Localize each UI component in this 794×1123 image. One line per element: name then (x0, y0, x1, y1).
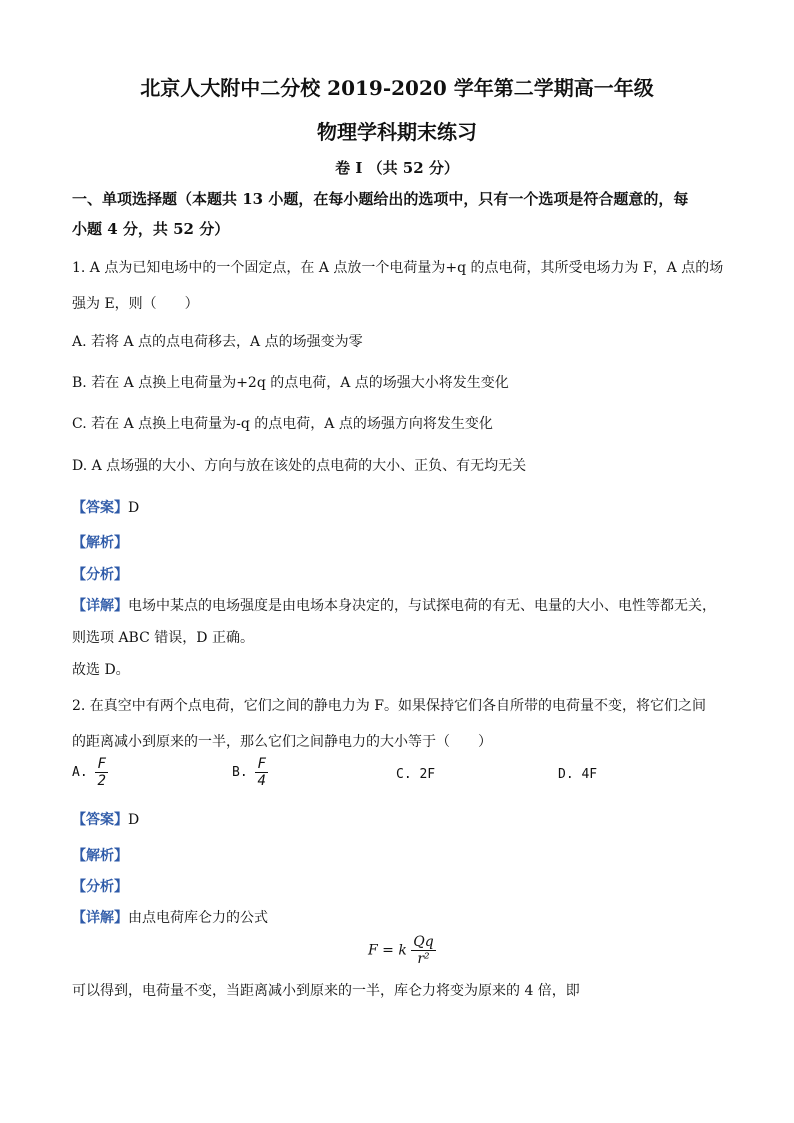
q2-option-d: D. 4F (558, 767, 598, 782)
q1-answer (72, 497, 139, 517)
part-heading: 卷 I （共 52 分） (335, 159, 459, 177)
q2-fenxi-label: 【分析】 (72, 879, 128, 895)
q2-analysis (72, 845, 128, 865)
q2-detail-line2: 可以得到，电荷量不变，当距离减小到原来的一半，库仑力将变为原来的 4 倍，即 (72, 983, 580, 999)
q2-stem-line1: 2. 在真空中有两个点电荷，它们之间的静电力为 F。如果保持它们各自所带的电荷量不变，将它们之间 (72, 698, 706, 714)
q1-detail-line2: 则选项 ABC 错误，D 正确。 (72, 630, 254, 646)
q1-stem-line2: 强为 E，则（ ） (72, 296, 199, 312)
formula-fraction (411, 934, 435, 967)
q2-answer-label: 【答案】 (72, 812, 128, 828)
coulomb-formula (368, 934, 436, 967)
q1-detail-label: 【详解】 (72, 598, 128, 614)
q2-option-b-label: B. (232, 765, 248, 780)
q1-fenxi-label: 【分析】 (72, 567, 128, 583)
q2-option-a (72, 756, 108, 789)
q1-analysis-label: 【解析】 (72, 535, 128, 551)
q1-analysis (72, 532, 128, 552)
q2-detail-line1: 由点电荷库仑力的公式 (128, 910, 268, 926)
q2-detail-label: 【详解】 (72, 910, 128, 926)
q1-answer-value: D (128, 500, 140, 516)
q2-option-b-numerator: F (257, 756, 266, 772)
q2-option-b-fraction (255, 756, 267, 789)
q2-option-a-numerator: F (97, 756, 106, 772)
q1-option-b: B. 若在 A 点换上电荷量为+2q 的点电荷，A 点的场强大小将发生变化 (72, 375, 509, 391)
q2-option-b (232, 756, 268, 789)
q2-answer (72, 809, 139, 829)
q2-stem-line2: 的距离减小到原来的一半，那么它们之间静电力的大小等于（ ） (72, 734, 492, 750)
section-heading-line1: 一、单项选择题（本题共 13 小题，在每小题给出的选项中，只有一个选项是符合题意的，每 (72, 190, 689, 208)
q2-option-b-denominator: 4 (257, 773, 266, 789)
formula-denominator: r² (417, 951, 430, 967)
q1-option-c: C. 若在 A 点换上电荷量为-q 的点电荷，A 点的场强方向将发生变化 (72, 416, 493, 432)
q1-fenxi (72, 564, 128, 584)
q1-conclusion: 故选 D。 (72, 662, 130, 678)
q1-detail (72, 595, 716, 615)
q2-option-c: C. 2F (396, 767, 436, 782)
q1-stem-line1: 1. A 点为已知电场中的一个固定点，在 A 点放一个电荷量为+q 的点电荷，其所受电场力为 F，A 点的场 (72, 260, 724, 276)
formula-numerator: Qq (413, 934, 434, 950)
q2-fenxi (72, 876, 128, 896)
section-heading-line2: 小题 4 分，共 52 分） (72, 220, 230, 238)
q1-detail-line1: 电场中某点的电场强度是由电场本身决定的，与试探电荷的有无、电量的大小、电性等都无关， (128, 598, 716, 614)
q1-option-a: A. 若将 A 点的点电荷移去，A 点的场强变为零 (72, 334, 363, 350)
page-title: 北京人大附中二分校 2019-2020 学年第二学期高一年级 (140, 76, 654, 100)
q2-option-a-fraction (95, 756, 107, 789)
q2-detail (72, 907, 268, 927)
q2-option-a-denominator: 2 (97, 773, 106, 789)
q2-analysis-label: 【解析】 (72, 848, 128, 864)
q2-answer-value: D (128, 812, 140, 828)
formula-lhs: F = k (368, 942, 407, 959)
page-subtitle: 物理学科期末练习 (317, 120, 477, 144)
q2-option-a-label: A. (72, 765, 88, 780)
q1-option-d: D. A 点场强的大小、方向与放在该处的点电荷的大小、正负、有无均无关 (72, 458, 527, 474)
q1-answer-label: 【答案】 (72, 500, 128, 516)
